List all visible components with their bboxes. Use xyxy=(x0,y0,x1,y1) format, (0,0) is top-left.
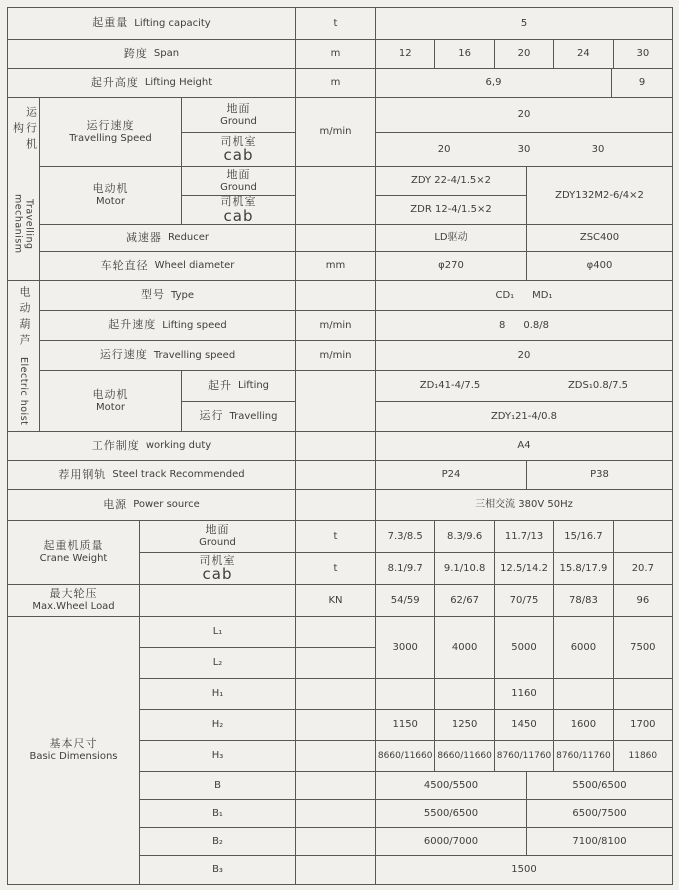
dims-b3-row xyxy=(140,856,672,884)
dims-l-value: 6000 xyxy=(554,617,613,679)
hoist-type-label-en: Type xyxy=(171,289,194,301)
dims-h3-value: 8760/11760 xyxy=(495,741,554,772)
dims-b3-label: B₃ xyxy=(140,856,296,884)
hoist-motor-travelling-en: Travelling xyxy=(229,410,278,422)
dims-b1-right: 6500/7500 xyxy=(527,800,672,828)
travelling-motor-cab-value: ZDR 12-4/1.5×2 xyxy=(376,196,527,225)
dims-h1-value: 1160 xyxy=(495,679,554,710)
row-hoist-travelling-speed xyxy=(40,341,672,371)
power-source-label-zh: 电源 xyxy=(103,497,128,511)
dims-l1-row xyxy=(140,617,376,648)
crane-weight-block xyxy=(8,521,672,585)
dims-b-unit xyxy=(296,772,376,800)
steel-track-label xyxy=(8,461,296,490)
hoist-motor-sublabels xyxy=(182,371,296,432)
hoist-lifting-speed-label xyxy=(40,311,296,341)
dims-h1-values xyxy=(376,679,672,710)
travelling-speed-block xyxy=(40,98,672,167)
dims-l-values xyxy=(376,617,672,679)
travelling-mechanism-body xyxy=(40,98,672,281)
span-value: 20 xyxy=(495,40,554,69)
lifting-capacity-label-en: Lifting capacity xyxy=(134,17,211,29)
crane-weight-ground-row xyxy=(140,521,672,553)
crane-weight-value: 8.3/9.6 xyxy=(435,521,494,553)
hoist-lifting-speed-values xyxy=(376,311,672,341)
cab-label-zh: 司机室 xyxy=(220,196,257,209)
travelling-speed-ground-value: 20 xyxy=(376,98,672,133)
dims-l1-unit xyxy=(296,617,376,648)
crane-weight-rows xyxy=(140,521,672,585)
travelling-speed-sublabels xyxy=(182,98,296,167)
ground-label-zh: 地面 xyxy=(205,523,230,537)
max-wheel-load-value: 96 xyxy=(614,585,672,617)
ground-label-en: Ground xyxy=(199,537,236,549)
cab-speed-value: 30 xyxy=(591,143,605,155)
crane-weight-value: 8.1/9.7 xyxy=(376,553,435,585)
basic-dimensions-block xyxy=(8,617,672,884)
hoist-type-left: CD₁ xyxy=(495,289,515,301)
crane-weight-label xyxy=(8,521,140,585)
travelling-mechanism-en: Travelling mechanism xyxy=(12,194,35,254)
power-source-value: 三相交流 380V 50Hz xyxy=(376,490,672,521)
ground-label-en: Ground xyxy=(220,115,257,127)
hoist-type-label-zh: 型号 xyxy=(141,288,166,302)
steel-track-right-value: P38 xyxy=(527,461,672,490)
row-steel-track xyxy=(8,461,672,490)
travelling-motor-label-zh: 电动机 xyxy=(92,182,129,196)
row-hoist-lifting-speed xyxy=(40,311,672,341)
dims-h1-row xyxy=(140,679,672,710)
hoist-motor-label-en: Motor xyxy=(96,401,125,413)
reducer-unit xyxy=(296,225,376,252)
max-wheel-load-label-en: Max.Wheel Load xyxy=(32,601,115,613)
hoist-motor-lifting-en: Lifting xyxy=(237,380,270,392)
dims-h2-unit xyxy=(296,710,376,741)
crane-weight-ground-label xyxy=(140,521,296,553)
lifting-capacity-label-zh: 起重量 xyxy=(92,16,129,30)
crane-weight-value: 12.5/14.2 xyxy=(495,553,554,585)
dims-h3-row xyxy=(140,741,672,772)
row-hoist-type xyxy=(40,281,672,311)
reducer-label-en: Reducer xyxy=(167,232,210,244)
working-duty-value: A4 xyxy=(376,432,672,461)
row-lifting-capacity xyxy=(8,8,672,40)
row-power-source xyxy=(8,490,672,521)
dims-h3-value: 8660/11660 xyxy=(435,741,494,772)
dims-b-right: 5500/6500 xyxy=(527,772,672,800)
dims-b-row xyxy=(140,772,672,800)
dims-b2-row xyxy=(140,828,672,856)
row-max-wheel-load xyxy=(8,585,672,617)
max-wheel-load-value: 62/67 xyxy=(435,585,494,617)
travelling-motor-block xyxy=(40,167,672,225)
dims-h2-value: 1450 xyxy=(495,710,554,741)
wheel-diameter-label xyxy=(40,252,296,281)
crane-weight-label-zh: 起重机质量 xyxy=(43,539,104,553)
dims-h3-unit xyxy=(296,741,376,772)
hoist-type-label xyxy=(40,281,296,311)
span-value: 24 xyxy=(554,40,613,69)
working-duty-label xyxy=(8,432,296,461)
travelling-motor-merged-value: ZDY132M2-6/4×2 xyxy=(527,167,672,225)
ground-label-zh: 地面 xyxy=(226,101,251,115)
lifting-capacity-value: 5 xyxy=(376,8,672,40)
max-wheel-load-unit: KN xyxy=(296,585,376,617)
travelling-speed-label-en: Travelling Speed xyxy=(69,132,152,144)
travelling-motor-ground-label xyxy=(182,167,296,196)
hoist-motor-lifting-right: ZDS₁0.8/7.5 xyxy=(567,380,629,392)
wheel-diameter-unit: mm xyxy=(296,252,376,281)
dims-b2-label: B₂ xyxy=(140,828,296,856)
dims-h2-label: H₂ xyxy=(140,710,296,741)
hoist-travelling-speed-label-en: Travelling speed xyxy=(153,349,236,361)
span-value: 30 xyxy=(614,40,672,69)
travelling-mechanism-header-text xyxy=(11,98,37,280)
dims-l2-label: L₂ xyxy=(140,648,296,679)
crane-weight-value: 11.7/13 xyxy=(495,521,554,553)
dims-b1-unit xyxy=(296,800,376,828)
hoist-motor-lifting-zh: 起升 xyxy=(207,378,232,392)
dims-l-labels xyxy=(140,617,376,679)
steel-track-label-zh: 荐用钢轨 xyxy=(58,467,107,481)
row-span xyxy=(8,40,672,69)
travelling-speed-cab-values xyxy=(376,133,672,167)
lifting-height-label xyxy=(8,69,296,98)
span-value: 12 xyxy=(376,40,435,69)
dims-l1-l2-rows xyxy=(140,617,672,679)
hoist-motor-label xyxy=(40,371,182,432)
travelling-speed-cab-label xyxy=(182,133,296,167)
span-values xyxy=(376,40,672,69)
power-source-label-en: Power source xyxy=(133,499,200,511)
crane-weight-ground-unit: t xyxy=(296,521,376,553)
travelling-motor-cab-label xyxy=(182,196,296,225)
hoist-lifting-speed-label-zh: 起升速度 xyxy=(108,318,157,332)
crane-weight-value: 20.7 xyxy=(614,553,672,585)
dims-h3-value: 8660/11660 xyxy=(376,741,435,772)
dims-b1-label: B₁ xyxy=(140,800,296,828)
span-label-en: Span xyxy=(153,48,180,60)
dims-h1-value xyxy=(614,679,672,710)
ground-label-en: Ground xyxy=(220,181,257,193)
dims-h1-value xyxy=(435,679,494,710)
hoist-motor-travelling-zh: 运行 xyxy=(199,409,224,423)
power-source-unit xyxy=(296,490,376,521)
lifting-capacity-unit: t xyxy=(296,8,376,40)
lifting-height-label-en: Lifting Height xyxy=(144,77,213,89)
dims-h3-value: 11860 xyxy=(614,741,672,772)
dims-h2-value: 1600 xyxy=(554,710,613,741)
hoist-motor-block xyxy=(40,371,672,432)
hoist-lifting-speed-unit: m/min xyxy=(296,311,376,341)
hoist-motor-travelling-value: ZDY₁21-4/0.8 xyxy=(376,402,672,432)
dims-h2-row xyxy=(140,710,672,741)
electric-hoist-en: Electric hoist xyxy=(18,357,30,426)
lifting-height-value-last: 9 xyxy=(612,69,672,98)
dims-h3-value: 8760/11760 xyxy=(554,741,613,772)
crane-weight-value: 15/16.7 xyxy=(554,521,613,553)
electric-hoist-header xyxy=(8,281,40,432)
steel-track-unit xyxy=(296,461,376,490)
row-reducer xyxy=(40,225,672,252)
cab-speed-value: 30 xyxy=(517,143,531,155)
electric-hoist-zh: 电动葫芦 xyxy=(17,286,31,351)
hoist-motor-unit xyxy=(296,371,376,432)
dims-l-value: 3000 xyxy=(376,617,435,679)
wheel-diameter-right-value: φ400 xyxy=(527,252,672,281)
crane-weight-cab-values xyxy=(376,553,672,585)
max-wheel-load-value: 70/75 xyxy=(495,585,554,617)
travelling-speed-label xyxy=(40,98,182,167)
dims-h2-value: 1150 xyxy=(376,710,435,741)
dims-b2-unit xyxy=(296,828,376,856)
dims-l2-row xyxy=(140,648,376,679)
dims-b-label: B xyxy=(140,772,296,800)
dims-l-value: 5000 xyxy=(495,617,554,679)
hoist-motor-values xyxy=(376,371,672,432)
lifting-height-label-zh: 起升高度 xyxy=(90,75,139,89)
travelling-motor-ground-value: ZDY 22-4/1.5×2 xyxy=(376,167,527,196)
lifting-height-unit: m xyxy=(296,69,376,98)
dims-b3-unit xyxy=(296,856,376,884)
crane-weight-value xyxy=(614,521,672,553)
cab-label-zh: 司机室 xyxy=(199,553,236,567)
wheel-diameter-label-zh: 车轮直径 xyxy=(100,258,149,272)
travelling-speed-label-zh: 运行速度 xyxy=(86,118,135,132)
reducer-right-value: ZSC400 xyxy=(527,225,672,252)
dims-b3-value: 1500 xyxy=(511,864,537,876)
dims-h2-value: 1250 xyxy=(435,710,494,741)
hoist-motor-lifting-values xyxy=(376,371,672,402)
crane-weight-cab-unit: t xyxy=(296,553,376,585)
dims-h1-value xyxy=(554,679,613,710)
max-wheel-load-value: 54/59 xyxy=(376,585,435,617)
span-unit: m xyxy=(296,40,376,69)
dims-b2-right: 7100/8100 xyxy=(527,828,672,856)
electric-hoist-header-text xyxy=(17,286,30,425)
dims-h1-label: H₁ xyxy=(140,679,296,710)
ground-label-zh: 地面 xyxy=(226,167,251,181)
cab-label-en: cab xyxy=(223,146,254,165)
crane-weight-label-en: Crane Weight xyxy=(39,553,108,565)
dims-h3-label: H₃ xyxy=(140,741,296,772)
max-wheel-load-label-zh: 最大轮压 xyxy=(49,587,98,601)
crane-weight-value: 15.8/17.9 xyxy=(554,553,613,585)
section-travelling-mechanism xyxy=(8,98,672,281)
hoist-motor-lifting-label xyxy=(182,371,296,402)
dims-l2-unit xyxy=(296,648,376,679)
hoist-motor-lifting-left: ZD₁41-4/7.5 xyxy=(419,380,481,392)
hoist-motor-travelling-label xyxy=(182,402,296,432)
dims-b1-left: 5500/6500 xyxy=(376,800,527,828)
basic-dimensions-label xyxy=(8,617,140,884)
row-working-duty xyxy=(8,432,672,461)
max-wheel-load-value: 78/83 xyxy=(554,585,613,617)
dims-b2-left: 6000/7000 xyxy=(376,828,527,856)
power-source-label xyxy=(8,490,296,521)
travelling-motor-left-values xyxy=(376,167,527,225)
hoist-lifting-speed-label-en: Lifting speed xyxy=(162,319,227,331)
span-label-zh: 跨度 xyxy=(123,46,148,60)
span-value: 16 xyxy=(435,40,494,69)
travelling-speed-unit: m/min xyxy=(296,98,376,167)
hoist-travelling-speed-label-zh: 运行速度 xyxy=(99,348,148,362)
row-wheel-diameter xyxy=(40,252,672,281)
working-duty-label-zh: 工作制度 xyxy=(91,438,140,452)
wheel-diameter-label-en: Wheel diameter xyxy=(154,260,235,272)
travelling-motor-label-en: Motor xyxy=(96,196,125,208)
max-wheel-load-sublabel xyxy=(140,585,296,617)
cab-label-en: cab xyxy=(223,206,254,225)
hoist-travelling-speed-label xyxy=(40,341,296,371)
basic-dimensions-label-zh: 基本尺寸 xyxy=(49,737,98,751)
electric-hoist-body xyxy=(40,281,672,432)
crane-weight-cab-label xyxy=(140,553,296,585)
dims-b1-row xyxy=(140,800,672,828)
reducer-label-zh: 减速器 xyxy=(125,230,162,244)
travelling-motor-unit xyxy=(296,167,376,225)
cab-speed-value: 20 xyxy=(437,143,451,155)
crane-weight-cab-row xyxy=(140,553,672,585)
spec-table xyxy=(7,7,673,885)
travelling-speed-values xyxy=(376,98,672,167)
crane-weight-ground-values xyxy=(376,521,672,553)
lifting-capacity-label xyxy=(8,8,296,40)
basic-dimensions-label-en: Basic Dimensions xyxy=(29,751,118,763)
reducer-left-value: LD驱动 xyxy=(376,225,527,252)
working-duty-label-en: working duty xyxy=(145,440,212,452)
steel-track-label-en: Steel track Recommended xyxy=(112,469,245,481)
dims-l-value: 7500 xyxy=(614,617,672,679)
basic-dimensions-rows xyxy=(140,617,672,884)
dims-h3-values xyxy=(376,741,672,772)
travelling-motor-label xyxy=(40,167,182,225)
steel-track-left-value: P24 xyxy=(376,461,527,490)
dims-l-value: 4000 xyxy=(435,617,494,679)
crane-weight-value: 7.3/8.5 xyxy=(376,521,435,553)
travelling-speed-ground-label xyxy=(182,98,296,133)
max-wheel-load-label xyxy=(8,585,140,617)
row-lifting-height xyxy=(8,69,672,98)
hoist-lifting-speed-left: 8 xyxy=(498,319,506,331)
wheel-diameter-left-value: φ270 xyxy=(376,252,527,281)
dims-h2-value: 1700 xyxy=(614,710,672,741)
hoist-lifting-speed-right: 0.8/8 xyxy=(523,319,549,331)
hoist-motor-label-zh: 电动机 xyxy=(92,387,129,401)
dims-l1-label: L₁ xyxy=(140,617,296,648)
hoist-type-values xyxy=(376,281,672,311)
dims-b-left: 4500/5500 xyxy=(376,772,527,800)
dims-h2-values xyxy=(376,710,672,741)
cab-label-en: cab xyxy=(202,565,233,584)
travelling-motor-sublabels xyxy=(182,167,296,225)
travelling-motor-values xyxy=(376,167,672,225)
dims-h1-value xyxy=(376,679,435,710)
section-electric-hoist xyxy=(8,281,672,432)
lifting-height-value-main: 6,9 xyxy=(376,69,612,98)
crane-weight-value: 9.1/10.8 xyxy=(435,553,494,585)
max-wheel-load-values xyxy=(376,585,672,617)
span-label xyxy=(8,40,296,69)
hoist-type-right: MD₁ xyxy=(532,289,553,301)
hoist-travelling-speed-unit: m/min xyxy=(296,341,376,371)
working-duty-unit xyxy=(296,432,376,461)
dims-h1-unit xyxy=(296,679,376,710)
hoist-travelling-speed-value: 20 xyxy=(376,341,672,371)
travelling-mechanism-zh: 运行机构 xyxy=(11,105,38,154)
cab-label-zh: 司机室 xyxy=(220,134,257,148)
hoist-type-unit xyxy=(296,281,376,311)
travelling-mechanism-header xyxy=(8,98,40,281)
reducer-label xyxy=(40,225,296,252)
